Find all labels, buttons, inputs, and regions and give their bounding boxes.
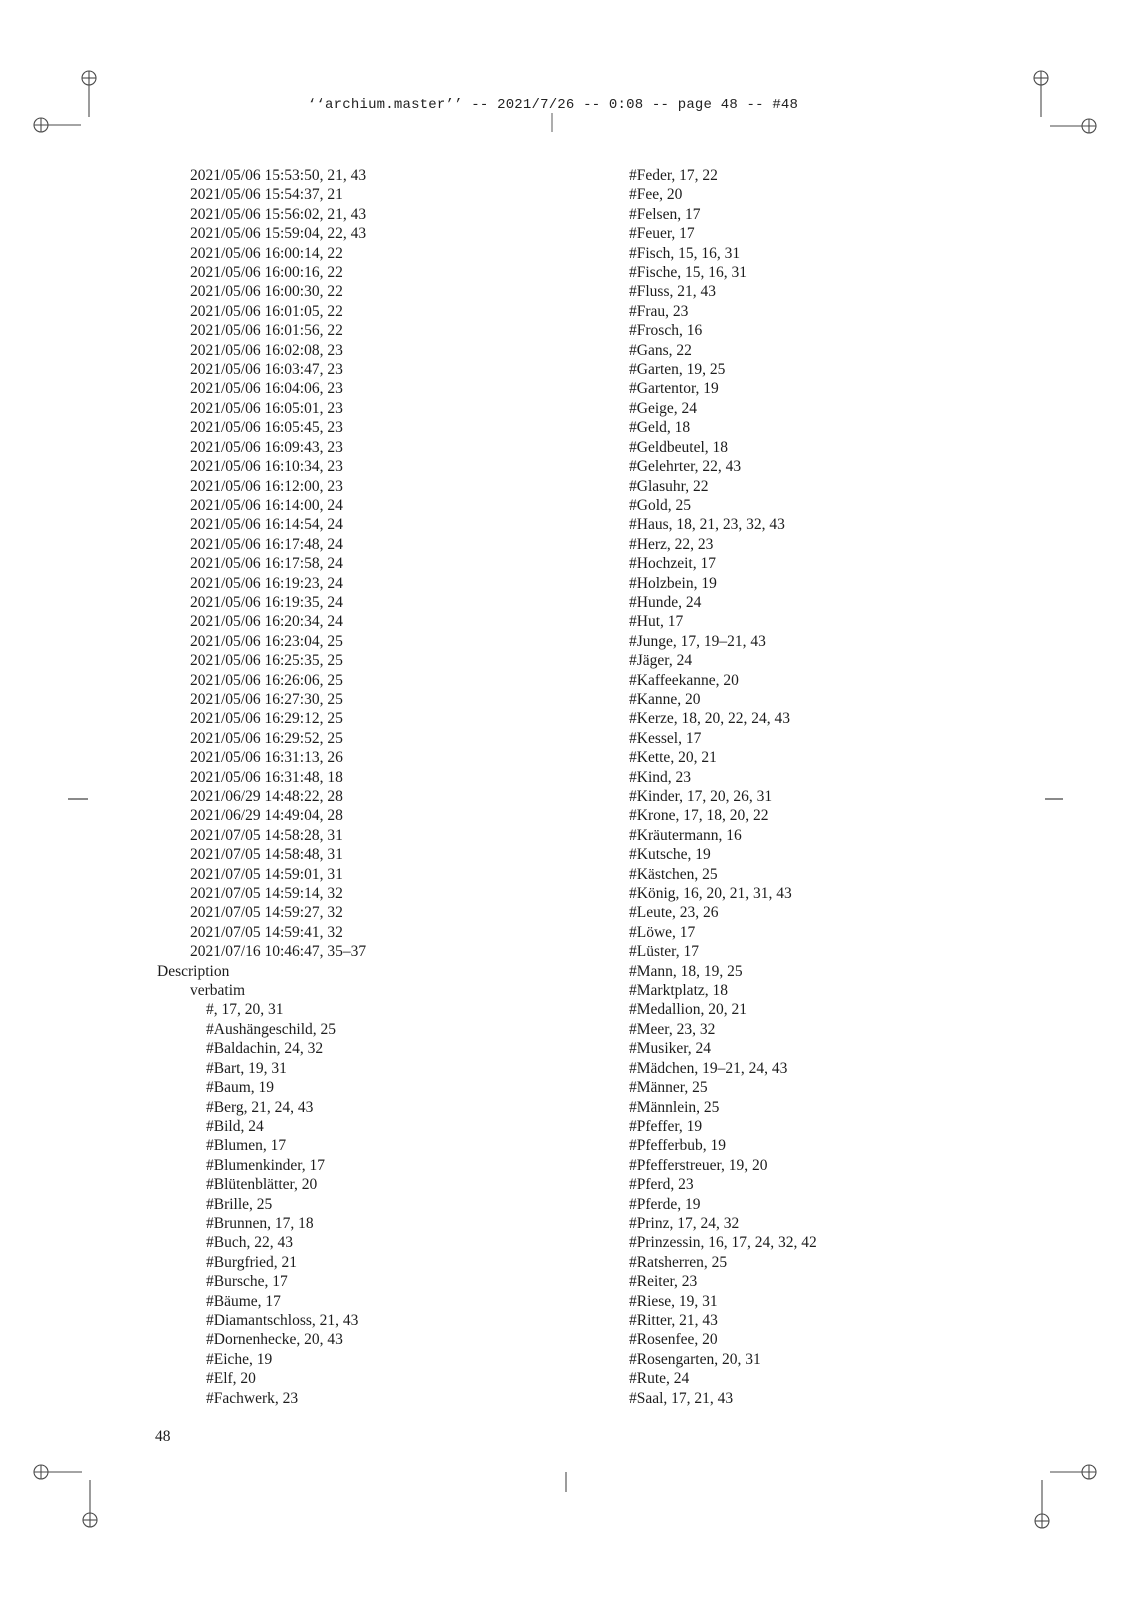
- index-entry-list-right: [629, 166, 817, 1408]
- index-entry: #Geldbeutel, 18: [629, 438, 729, 456]
- verbatim-label: verbatim: [190, 982, 246, 1000]
- index-entry: #Baldachin, 24, 32: [206, 1040, 324, 1058]
- timestamp-entry: 2021/07/05 14:59:01, 31: [190, 865, 343, 883]
- timestamp-entry: 2021/05/06 16:00:30, 22: [190, 283, 343, 301]
- index-entry: #Gartentor, 19: [629, 380, 719, 398]
- crop-mark-bottom-left: [34, 1465, 97, 1527]
- timestamp-entry: 2021/05/06 16:25:35, 25: [190, 652, 343, 670]
- timestamp-entry: 2021/05/06 16:05:45, 23: [190, 419, 343, 437]
- timestamp-entry: 2021/05/06 16:19:35, 24: [190, 593, 343, 611]
- index-entry: #Geld, 18: [629, 419, 691, 437]
- timestamp-entry: 2021/07/05 14:59:41, 32: [190, 923, 343, 941]
- index-entry: #Kästchen, 25: [629, 865, 718, 883]
- running-header: ‘‘archium.master’’ -- 2021/7/26 -- 0:08 -- page 48 -- #48: [307, 97, 799, 113]
- index-entry: #Brille, 25: [206, 1195, 273, 1213]
- index-entry: #Diamantschloss, 21, 43: [206, 1311, 359, 1329]
- timestamp-entry: 2021/05/06 16:12:00, 23: [190, 477, 343, 495]
- index-entry: #Fisch, 15, 16, 31: [629, 244, 741, 262]
- index-column-left: [157, 166, 366, 1408]
- index-entry: #Prinz, 17, 24, 32: [629, 1214, 740, 1232]
- index-entry: #Fachwerk, 23: [206, 1389, 299, 1407]
- index-entry: #Ritter, 21, 43: [629, 1311, 718, 1329]
- index-entry: #Meer, 23, 32: [629, 1020, 716, 1038]
- timestamp-entry: 2021/05/06 16:09:43, 23: [190, 438, 343, 456]
- index-entry: #Mädchen, 19–21, 24, 43: [629, 1059, 788, 1077]
- index-entry: #Pfefferbub, 19: [629, 1137, 726, 1155]
- crop-mark-bottom-right: [1035, 1465, 1096, 1528]
- index-entry: #Blumenkinder, 17: [206, 1156, 326, 1174]
- index-entry: #Eiche, 19: [206, 1350, 273, 1368]
- index-entry: #Blumen, 17: [206, 1137, 287, 1155]
- index-entry: #Kaffeekanne, 20: [629, 671, 739, 689]
- index-entry: #Reiter, 23: [629, 1273, 698, 1291]
- timestamp-entry: 2021/05/06 16:14:00, 24: [190, 496, 343, 514]
- index-entry: #Buch, 22, 43: [206, 1234, 293, 1252]
- index-entry-list-left: [157, 1000, 366, 1408]
- timestamp-entry: 2021/05/06 16:02:08, 23: [190, 341, 343, 359]
- index-entry: #Männer, 25: [629, 1079, 708, 1097]
- timestamp-entry: 2021/05/06 16:19:23, 24: [190, 574, 343, 592]
- index-column-right: [629, 166, 817, 1408]
- timestamp-entry: 2021/07/05 14:58:48, 31: [190, 846, 343, 864]
- timestamp-entry: 2021/05/06 16:26:06, 25: [190, 671, 343, 689]
- timestamp-entry: 2021/05/06 16:31:13, 26: [190, 749, 343, 767]
- timestamp-entry: 2021/07/05 14:59:14, 32: [190, 885, 343, 903]
- description-label: Description: [157, 962, 230, 980]
- timestamp-list: [157, 166, 366, 962]
- index-entry: #Löwe, 17: [629, 923, 696, 941]
- index-entry: #Haus, 18, 21, 23, 32, 43: [629, 516, 785, 534]
- timestamp-entry: 2021/05/06 16:00:14, 22: [190, 244, 343, 262]
- timestamp-entry: 2021/05/06 16:01:05, 22: [190, 302, 343, 320]
- timestamp-entry: 2021/05/06 16:00:16, 22: [190, 264, 343, 282]
- index-entry: #Pfeffer, 19: [629, 1117, 703, 1135]
- index-entry: #Burgfried, 21: [206, 1253, 297, 1271]
- index-entry: #Kerze, 18, 20, 22, 24, 43: [629, 710, 790, 728]
- index-entry: #Garten, 19, 25: [629, 361, 726, 379]
- index-entry: #Kette, 20, 21: [629, 749, 717, 767]
- index-entry: #Lüster, 17: [629, 943, 699, 961]
- timestamp-entry: 2021/06/29 14:48:22, 28: [190, 788, 343, 805]
- index-entry: #Berg, 21, 24, 43: [206, 1098, 314, 1116]
- index-entry: #Kräutermann, 16: [629, 826, 742, 844]
- index-entry: #Frosch, 16: [629, 322, 703, 340]
- index-entry: #Dornenhecke, 20, 43: [206, 1331, 343, 1349]
- timestamp-entry: 2021/05/06 16:31:48, 18: [190, 768, 343, 786]
- timestamp-entry: 2021/05/06 15:56:02, 21, 43: [190, 205, 367, 223]
- timestamp-entry: 2021/05/06 15:59:04, 22, 43: [190, 225, 367, 243]
- index-entry: #Medallion, 20, 21: [629, 1001, 747, 1019]
- index-entry: #Feder, 17, 22: [629, 167, 718, 184]
- index-entry: #Kind, 23: [629, 768, 691, 786]
- index-entry: #Junge, 17, 19–21, 43: [629, 632, 766, 650]
- index-entry: #Marktplatz, 18: [629, 982, 729, 1000]
- index-entry: #Hunde, 24: [629, 593, 702, 611]
- index-entry: #Pferd, 23: [629, 1176, 694, 1194]
- index-entry: #Fische, 15, 16, 31: [629, 264, 747, 282]
- timestamp-entry: 2021/05/06 16:27:30, 25: [190, 690, 343, 708]
- index-entry: #Gold, 25: [629, 496, 691, 514]
- timestamp-entry: 2021/05/06 15:53:50, 21, 43: [190, 167, 367, 184]
- index-entry: #Kutsche, 19: [629, 846, 711, 864]
- timestamp-entry: 2021/05/06 16:05:01, 23: [190, 399, 343, 417]
- index-entry: #Frau, 23: [629, 302, 689, 320]
- index-entry: #Musiker, 24: [629, 1040, 712, 1058]
- timestamp-entry: 2021/05/06 16:03:47, 23: [190, 361, 343, 379]
- index-entry: #Riese, 19, 31: [629, 1292, 718, 1310]
- page-number: 48: [155, 1428, 171, 1445]
- timestamp-entry: 2021/07/05 14:59:27, 32: [190, 904, 343, 922]
- index-entry: #Gelehrter, 22, 43: [629, 458, 742, 476]
- timestamp-entry: 2021/05/06 16:04:06, 23: [190, 380, 343, 398]
- index-entry: #Rosengarten, 20, 31: [629, 1350, 761, 1368]
- index-entry: #Pferde, 19: [629, 1195, 701, 1213]
- index-entry: #Holzbein, 19: [629, 574, 717, 592]
- index-entry: #König, 16, 20, 21, 31, 43: [629, 885, 792, 903]
- timestamp-entry: 2021/05/06 16:17:58, 24: [190, 555, 343, 573]
- index-entry: #Felsen, 17: [629, 205, 701, 223]
- timestamp-entry: 2021/05/06 15:54:37, 21: [190, 186, 343, 204]
- index-entry: #Glasuhr, 22: [629, 477, 709, 495]
- index-entry: #Mann, 18, 19, 25: [629, 962, 743, 980]
- index-entry: #Bäume, 17: [206, 1292, 281, 1310]
- index-entry: #Elf, 20: [206, 1370, 256, 1388]
- index-entry: #Ratsherren, 25: [629, 1253, 728, 1271]
- index-entry: #Feuer, 17: [629, 225, 695, 243]
- index-entry: #Hochzeit, 17: [629, 555, 716, 573]
- index-entry: #Gans, 22: [629, 341, 692, 359]
- index-entry: #Bursche, 17: [206, 1273, 288, 1291]
- timestamp-entry: 2021/05/06 16:10:34, 23: [190, 458, 343, 476]
- index-entry: #Rosenfee, 20: [629, 1331, 718, 1349]
- timestamp-entry: 2021/05/06 16:17:48, 24: [190, 535, 343, 553]
- timestamp-entry: 2021/05/06 16:20:34, 24: [190, 613, 343, 631]
- index-entry: #Bild, 24: [206, 1117, 264, 1135]
- index-entry: #Fluss, 21, 43: [629, 283, 716, 301]
- timestamp-entry: 2021/05/06 16:29:52, 25: [190, 729, 343, 747]
- index-entry: #Rute, 24: [629, 1370, 690, 1388]
- timestamp-entry: 2021/05/06 16:29:12, 25: [190, 710, 343, 728]
- index-entry: #Jäger, 24: [629, 652, 693, 670]
- index-entry: #Herz, 22, 23: [629, 535, 714, 553]
- index-entry: #Brunnen, 17, 18: [206, 1214, 314, 1232]
- index-entry: #Geige, 24: [629, 399, 698, 417]
- index-entry: #Baum, 19: [206, 1079, 275, 1097]
- timestamp-entry: 2021/07/16 10:46:47, 35–37: [190, 943, 367, 961]
- index-entry: #, 17, 20, 31: [206, 1001, 284, 1019]
- timestamp-entry: 2021/05/06 16:23:04, 25: [190, 632, 343, 650]
- index-entry: #Leute, 23, 26: [629, 904, 719, 922]
- index-entry: #Krone, 17, 18, 20, 22: [629, 807, 769, 825]
- index-entry: #Saal, 17, 21, 43: [629, 1389, 734, 1407]
- timestamp-entry: 2021/05/06 16:14:54, 24: [190, 516, 343, 534]
- timestamp-entry: 2021/07/05 14:58:28, 31: [190, 826, 343, 844]
- index-entry: #Hut, 17: [629, 613, 684, 631]
- index-entry: #Kinder, 17, 20, 26, 31: [629, 788, 773, 805]
- index-entry: #Aushängeschild, 25: [206, 1020, 337, 1038]
- index-entry: #Blütenblätter, 20: [206, 1176, 318, 1194]
- index-entry: #Fee, 20: [629, 186, 683, 204]
- index-entry: #Bart, 19, 31: [206, 1059, 287, 1077]
- index-entry: #Pfefferstreuer, 19, 20: [629, 1156, 768, 1174]
- index-entry: #Kessel, 17: [629, 729, 702, 747]
- index-entry: #Kanne, 20: [629, 690, 701, 708]
- timestamp-entry: 2021/05/06 16:01:56, 22: [190, 322, 343, 340]
- timestamp-entry: 2021/06/29 14:49:04, 28: [190, 807, 343, 825]
- index-entry: #Männlein, 25: [629, 1098, 720, 1116]
- index-entry: #Prinzessin, 16, 17, 24, 32, 42: [629, 1234, 817, 1252]
